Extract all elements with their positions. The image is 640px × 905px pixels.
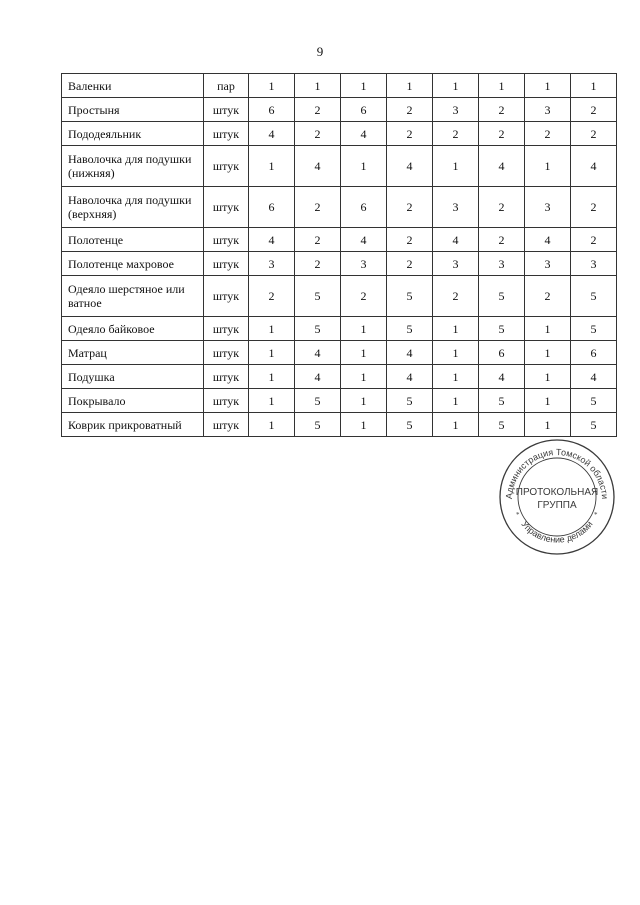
table-row xyxy=(62,74,617,98)
item-quantity-cell: 1 xyxy=(525,317,571,341)
item-quantity-cell: 2 xyxy=(479,122,525,146)
item-quantity-cell: 3 xyxy=(479,252,525,276)
item-quantity-cell: 1 xyxy=(525,365,571,389)
item-name-cell: Наволочка для подушки (нижняя) xyxy=(62,146,204,187)
item-quantity-cell: 4 xyxy=(341,228,387,252)
item-quantity-cell: 6 xyxy=(479,341,525,365)
item-quantity-cell: 2 xyxy=(387,122,433,146)
item-name-cell: Полотенце махровое xyxy=(62,252,204,276)
item-quantity-cell: 5 xyxy=(479,413,525,437)
supplies-table xyxy=(61,73,617,437)
item-quantity-cell: 2 xyxy=(479,228,525,252)
item-quantity-cell: 5 xyxy=(295,276,341,317)
item-quantity-cell: 1 xyxy=(249,317,295,341)
item-quantity-cell: 1 xyxy=(341,146,387,187)
item-name-cell: Одеяло байковое xyxy=(62,317,204,341)
item-name-cell: Коврик прикроватный xyxy=(62,413,204,437)
item-quantity-cell: 4 xyxy=(479,146,525,187)
item-unit-cell: штук xyxy=(204,252,249,276)
item-quantity-cell: 5 xyxy=(387,276,433,317)
item-unit-cell: штук xyxy=(204,317,249,341)
item-quantity-cell: 3 xyxy=(341,252,387,276)
item-quantity-cell: 3 xyxy=(433,98,479,122)
item-name-cell: Одеяло шерстяное или ватное xyxy=(62,276,204,317)
item-quantity-cell: 1 xyxy=(387,74,433,98)
item-quantity-cell: 2 xyxy=(295,98,341,122)
item-quantity-cell: 1 xyxy=(433,341,479,365)
item-quantity-cell: 4 xyxy=(249,122,295,146)
item-quantity-cell: 4 xyxy=(295,365,341,389)
table-row xyxy=(62,228,617,252)
item-quantity-cell: 1 xyxy=(295,74,341,98)
table-row xyxy=(62,365,617,389)
item-quantity-cell: 2 xyxy=(295,228,341,252)
item-quantity-cell: 1 xyxy=(525,341,571,365)
item-quantity-cell: 3 xyxy=(525,98,571,122)
item-quantity-cell: 6 xyxy=(249,187,295,228)
item-name-cell: Наволочка для подушки (верхняя) xyxy=(62,187,204,228)
item-name-cell: Простыня xyxy=(62,98,204,122)
item-unit-cell: штук xyxy=(204,122,249,146)
item-quantity-cell: 4 xyxy=(295,341,341,365)
item-quantity-cell: 1 xyxy=(433,146,479,187)
item-quantity-cell: 1 xyxy=(433,389,479,413)
item-quantity-cell: 4 xyxy=(249,228,295,252)
item-quantity-cell: 2 xyxy=(341,276,387,317)
item-quantity-cell: 1 xyxy=(341,389,387,413)
item-unit-cell: штук xyxy=(204,228,249,252)
table-row xyxy=(62,413,617,437)
item-quantity-cell: 5 xyxy=(387,317,433,341)
item-quantity-cell: 1 xyxy=(249,146,295,187)
item-quantity-cell: 5 xyxy=(295,317,341,341)
item-quantity-cell: 2 xyxy=(295,122,341,146)
item-quantity-cell: 2 xyxy=(387,187,433,228)
item-quantity-cell: 5 xyxy=(479,389,525,413)
item-quantity-cell: 4 xyxy=(295,146,341,187)
item-quantity-cell: 4 xyxy=(341,122,387,146)
item-quantity-cell: 3 xyxy=(249,252,295,276)
item-quantity-cell: 1 xyxy=(341,413,387,437)
stamp-seal xyxy=(498,438,616,556)
item-quantity-cell: 1 xyxy=(433,74,479,98)
item-quantity-cell: 5 xyxy=(295,413,341,437)
svg-text:Управление делами xyxy=(519,519,594,545)
stamp-center-line2: ГРУППА xyxy=(537,500,577,511)
table-row xyxy=(62,389,617,413)
item-name-cell: Полотенце xyxy=(62,228,204,252)
item-quantity-cell: 2 xyxy=(387,228,433,252)
table-row xyxy=(62,146,617,187)
stamp-star-right: * xyxy=(594,511,598,519)
item-quantity-cell: 1 xyxy=(341,365,387,389)
item-quantity-cell: 2 xyxy=(295,252,341,276)
stamp-outer-bottom-text: Управление делами xyxy=(519,519,595,545)
item-quantity-cell: 5 xyxy=(387,413,433,437)
item-quantity-cell: 6 xyxy=(571,341,617,365)
item-quantity-cell: 4 xyxy=(387,146,433,187)
table-row xyxy=(62,122,617,146)
item-unit-cell: штук xyxy=(204,413,249,437)
item-quantity-cell: 4 xyxy=(571,146,617,187)
item-quantity-cell: 4 xyxy=(479,365,525,389)
item-quantity-cell: 5 xyxy=(571,413,617,437)
item-quantity-cell: 3 xyxy=(433,187,479,228)
item-quantity-cell: 1 xyxy=(433,365,479,389)
item-quantity-cell: 5 xyxy=(479,317,525,341)
item-quantity-cell: 1 xyxy=(433,317,479,341)
table-row xyxy=(62,98,617,122)
item-quantity-cell: 2 xyxy=(249,276,295,317)
table-row xyxy=(62,276,617,317)
item-quantity-cell: 2 xyxy=(571,187,617,228)
item-quantity-cell: 4 xyxy=(433,228,479,252)
item-quantity-cell: 2 xyxy=(295,187,341,228)
item-quantity-cell: 1 xyxy=(525,389,571,413)
item-quantity-cell: 2 xyxy=(433,122,479,146)
item-quantity-cell: 2 xyxy=(571,98,617,122)
item-unit-cell: штук xyxy=(204,146,249,187)
stamp-center-line1: ПРОТОКОЛЬНАЯ xyxy=(515,487,599,498)
table-row xyxy=(62,341,617,365)
item-quantity-cell: 3 xyxy=(433,252,479,276)
item-quantity-cell: 1 xyxy=(525,413,571,437)
item-quantity-cell: 3 xyxy=(525,252,571,276)
item-quantity-cell: 6 xyxy=(341,187,387,228)
item-unit-cell: штук xyxy=(204,365,249,389)
item-quantity-cell: 2 xyxy=(387,252,433,276)
item-unit-cell: штук xyxy=(204,389,249,413)
item-quantity-cell: 1 xyxy=(249,341,295,365)
item-quantity-cell: 1 xyxy=(249,74,295,98)
item-quantity-cell: 2 xyxy=(525,276,571,317)
page-number: 9 xyxy=(316,44,324,59)
item-quantity-cell: 5 xyxy=(479,276,525,317)
item-name-cell: Пододеяльник xyxy=(62,122,204,146)
item-quantity-cell: 4 xyxy=(571,365,617,389)
item-quantity-cell: 2 xyxy=(571,228,617,252)
item-quantity-cell: 2 xyxy=(433,276,479,317)
item-quantity-cell: 1 xyxy=(525,74,571,98)
table-row xyxy=(62,317,617,341)
item-quantity-cell: 4 xyxy=(387,341,433,365)
item-quantity-cell: 4 xyxy=(525,228,571,252)
item-name-cell: Покрывало xyxy=(62,389,204,413)
item-quantity-cell: 5 xyxy=(387,389,433,413)
item-quantity-cell: 2 xyxy=(571,122,617,146)
item-quantity-cell: 1 xyxy=(341,74,387,98)
item-quantity-cell: 2 xyxy=(479,187,525,228)
item-quantity-cell: 6 xyxy=(249,98,295,122)
item-quantity-cell: 5 xyxy=(571,276,617,317)
item-quantity-cell: 6 xyxy=(341,98,387,122)
item-quantity-cell: 1 xyxy=(249,389,295,413)
table-row xyxy=(62,187,617,228)
stamp-outer-top-text: Администрация Томской области xyxy=(503,446,611,500)
stamp-star-left: * xyxy=(516,511,520,519)
item-quantity-cell: 2 xyxy=(479,98,525,122)
item-quantity-cell: 1 xyxy=(249,365,295,389)
item-quantity-cell: 2 xyxy=(525,122,571,146)
item-quantity-cell: 1 xyxy=(525,146,571,187)
item-quantity-cell: 2 xyxy=(387,98,433,122)
item-name-cell: Валенки xyxy=(62,74,204,98)
item-name-cell: Матрац xyxy=(62,341,204,365)
item-quantity-cell: 1 xyxy=(433,413,479,437)
item-unit-cell: штук xyxy=(204,341,249,365)
item-quantity-cell: 1 xyxy=(571,74,617,98)
item-quantity-cell: 1 xyxy=(341,341,387,365)
item-unit-cell: штук xyxy=(204,187,249,228)
item-unit-cell: пар xyxy=(204,74,249,98)
item-name-cell: Подушка xyxy=(62,365,204,389)
item-unit-cell: штук xyxy=(204,98,249,122)
item-quantity-cell: 5 xyxy=(571,317,617,341)
item-quantity-cell: 4 xyxy=(387,365,433,389)
table-row xyxy=(62,252,617,276)
item-quantity-cell: 5 xyxy=(571,389,617,413)
item-quantity-cell: 3 xyxy=(571,252,617,276)
item-unit-cell: штук xyxy=(204,276,249,317)
item-quantity-cell: 1 xyxy=(341,317,387,341)
item-quantity-cell: 1 xyxy=(479,74,525,98)
item-quantity-cell: 1 xyxy=(249,413,295,437)
item-quantity-cell: 5 xyxy=(295,389,341,413)
item-quantity-cell: 3 xyxy=(525,187,571,228)
